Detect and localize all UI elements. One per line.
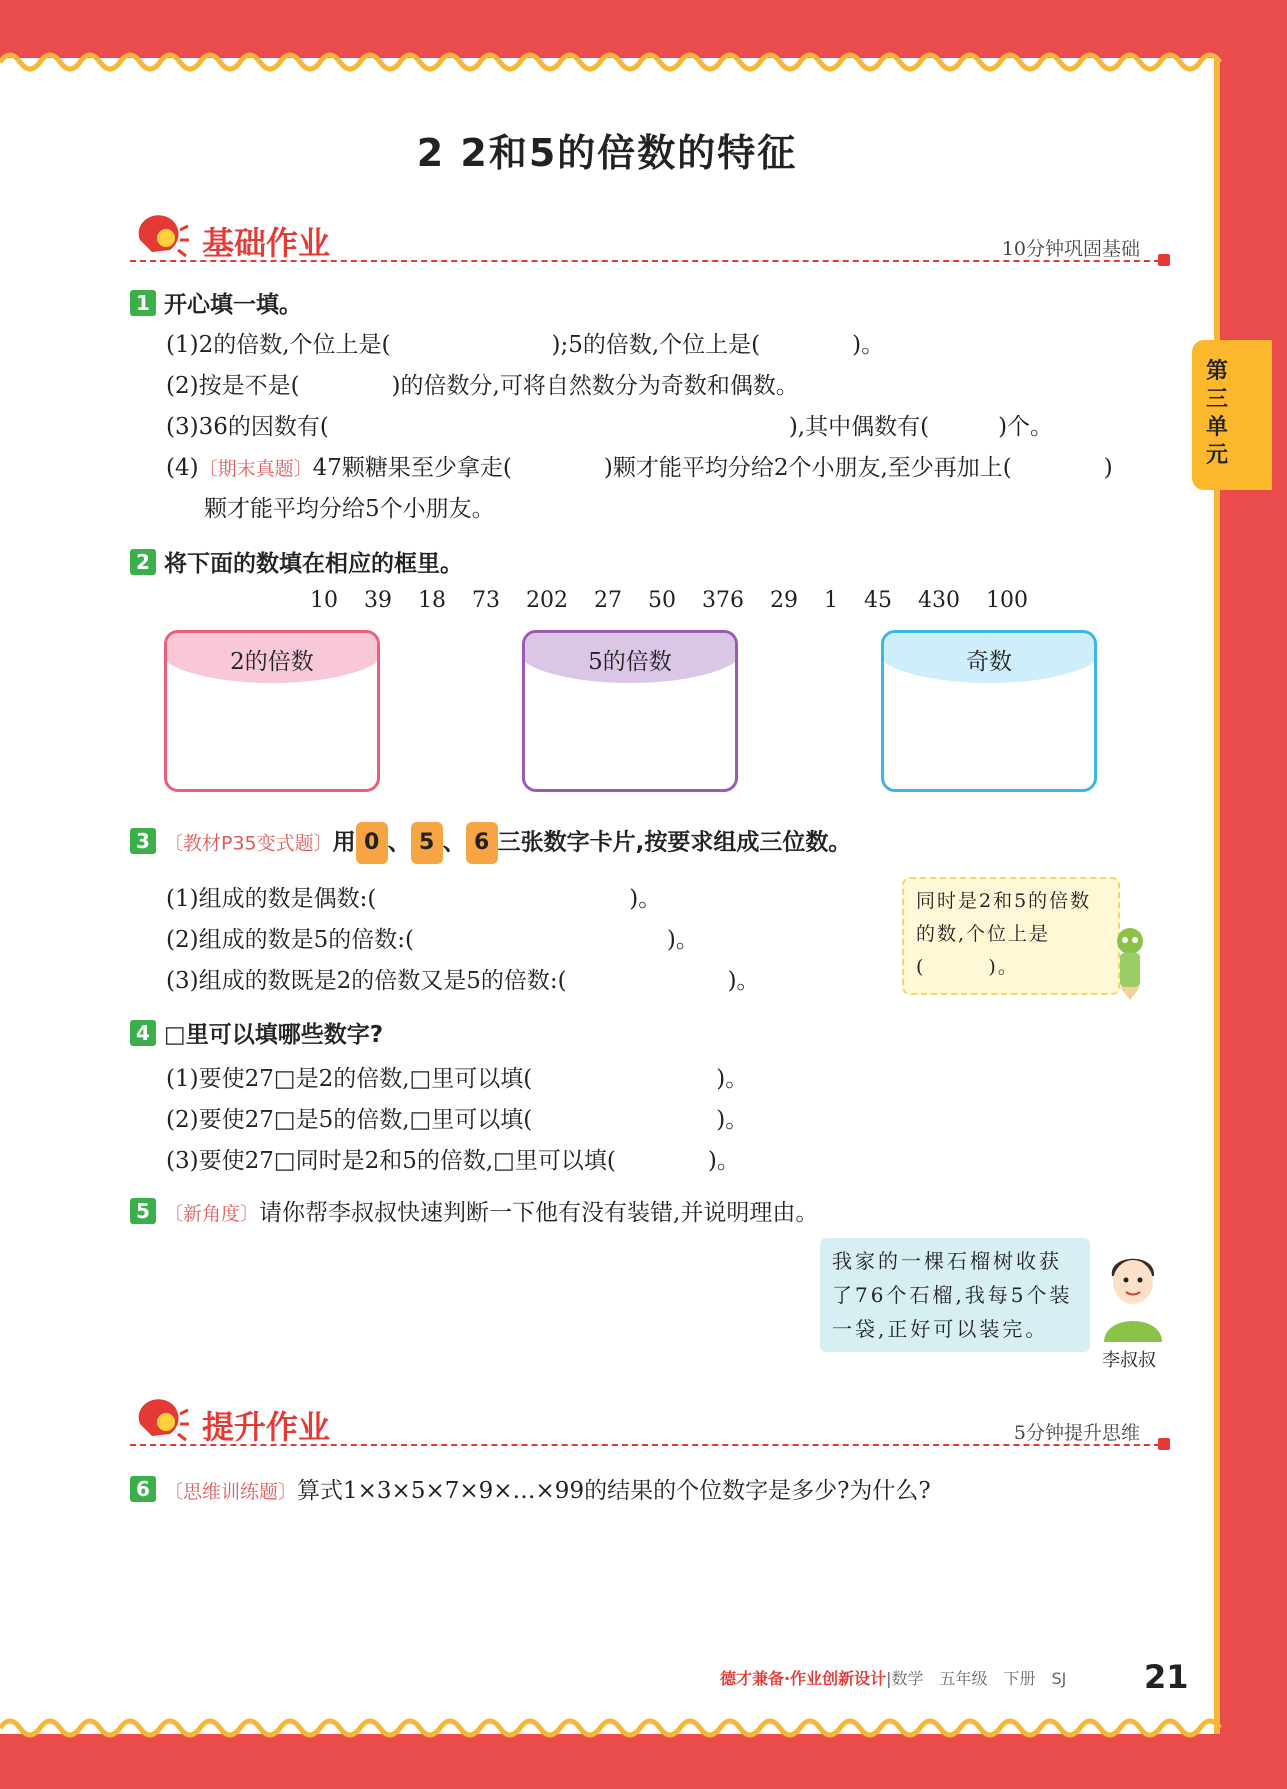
number-list (310, 588, 1054, 613)
box-2-label: 5的倍数 (522, 630, 738, 683)
box-multiples-of-5[interactable] (522, 630, 738, 792)
section-advanced-title: 提升作业 (202, 1408, 331, 1446)
number-item: 10 (310, 588, 338, 613)
top-wave-border (0, 48, 1222, 76)
digit-card-6: 6 (466, 822, 498, 864)
section-divider (130, 1444, 1170, 1446)
question-5-header (130, 1194, 818, 1227)
number-item: 73 (472, 588, 500, 613)
question-number: 6 (130, 1476, 156, 1502)
speech-bubble: 我家的一棵石榴树收获了76个石榴,我每5个装一袋,正好可以装完。 (820, 1238, 1090, 1352)
question-1-line-1: (1)2的倍数,个位上是( );5的倍数,个位上是( )。 (166, 332, 885, 358)
footer (720, 1666, 1066, 1689)
question-3-header (130, 822, 851, 864)
box-1-label: 2的倍数 (164, 630, 380, 683)
unit-tab-label: 第三单元 (1206, 359, 1229, 468)
number-item: 45 (864, 588, 892, 613)
question-1-line-2: (2)按是不是( )的倍数分,可将自然数分为奇数和偶数。 (166, 373, 799, 399)
section-basic-title: 基础作业 (202, 224, 331, 262)
page-title: 2 2和5的倍数的特征 (416, 131, 798, 175)
question-2-title: 将下面的数填在相应的框里。 (164, 551, 463, 577)
hint-note: 同时是2和5的倍数的数,个位上是( )。 (902, 877, 1120, 995)
thinking-tag: 〔思维训练题〕 (164, 1481, 298, 1503)
new-angle-tag: 〔新角度〕 (164, 1203, 260, 1225)
question-4-line-1: (1)要使27□是2的倍数,□里可以填( )。 (166, 1066, 749, 1092)
textbook-tag: 〔教材P35变式题〕 (164, 832, 333, 855)
footer-brand: 德才兼备·作业创新设计 (720, 1669, 887, 1688)
footer-divider: | (886, 1669, 892, 1688)
box-odd-numbers[interactable] (881, 630, 1097, 792)
question-number: 5 (130, 1198, 156, 1224)
question-number: 2 (130, 549, 156, 575)
pencil-mascot-icon (1110, 925, 1156, 1001)
question-number: 1 (130, 290, 156, 316)
question-6-text: 算式1×3×5×7×9×…×99的结果的个位数字是多少?为什么? (297, 1478, 931, 1504)
question-1-line-3: (3)36的因数有( ),其中偶数有( )个。 (166, 414, 1054, 440)
separator: 、 (442, 829, 466, 856)
bottom-wave-border (0, 1714, 1222, 1742)
number-item: 100 (986, 588, 1028, 613)
right-border-stripe (1214, 58, 1220, 1734)
digit-card-0: 0 (356, 822, 388, 864)
exam-tag: 〔期末真题〕 (198, 458, 313, 480)
question-1-line-4 (166, 449, 1113, 482)
unit-tab[interactable] (1192, 340, 1272, 490)
lightbulb-icon (130, 210, 190, 266)
section-basic-header (130, 210, 1170, 270)
item-label: (4) (166, 455, 199, 481)
question-3-line-2: (2)组成的数是5的倍数:( )。 (166, 927, 699, 953)
section-advanced-subtitle: 5分钟提升思维 (1013, 1422, 1140, 1444)
question-6-header (130, 1472, 931, 1505)
question-1-title: 开心填一填。 (164, 292, 302, 318)
q3-post: 三张数字卡片,按要求组成三位数。 (497, 829, 852, 856)
number-item: 27 (594, 588, 622, 613)
question-4-line-2: (2)要使27□是5的倍数,□里可以填( )。 (166, 1107, 749, 1133)
question-1-header (130, 286, 302, 319)
section-advanced-header (130, 1394, 1170, 1454)
section-basic-subtitle: 10分钟巩固基础 (1001, 238, 1140, 260)
question-2-header (130, 545, 463, 578)
item-text: 47颗糖果至少拿走( )颗才能平均分给2个小朋友,至少再加上( ) (312, 455, 1113, 481)
number-item: 430 (918, 588, 960, 613)
question-4-line-3: (3)要使27□同时是2和5的倍数,□里可以填( )。 (166, 1148, 740, 1174)
question-1-line-5: 颗才能平均分给5个小朋友。 (204, 496, 495, 522)
uncle-li-avatar-icon (1096, 1246, 1170, 1342)
number-item: 18 (418, 588, 446, 613)
question-4-title: □里可以填哪些数字? (164, 1022, 384, 1048)
number-item: 1 (824, 588, 838, 613)
number-item: 376 (702, 588, 744, 613)
divider-end-mark (1158, 1438, 1170, 1450)
page-number: 21 (1144, 1658, 1189, 1696)
separator: 、 (387, 829, 411, 856)
divider-end-mark (1158, 254, 1170, 266)
question-3-line-1: (1)组成的数是偶数:( )。 (166, 886, 662, 912)
number-item: 50 (648, 588, 676, 613)
question-3-line-3: (3)组成的数既是2的倍数又是5的倍数:( )。 (166, 968, 760, 994)
number-item: 29 (770, 588, 798, 613)
lightbulb-icon (130, 1394, 190, 1450)
question-number: 4 (130, 1020, 156, 1046)
number-item: 39 (364, 588, 392, 613)
question-number: 3 (130, 828, 156, 854)
question-5-text: 请你帮李叔叔快速判断一下他有没有装错,并说明理由。 (259, 1200, 819, 1226)
person-name: 李叔叔 (1102, 1350, 1156, 1371)
box-3-label: 奇数 (881, 630, 1097, 683)
digit-card-5: 5 (411, 822, 443, 864)
footer-info: 数学 五年级 下册 SJ (891, 1669, 1067, 1688)
box-multiples-of-2[interactable] (164, 630, 380, 792)
question-4-header (130, 1016, 383, 1049)
q3-pre: 用 (332, 829, 356, 856)
number-item: 202 (526, 588, 568, 613)
section-divider (130, 260, 1170, 262)
